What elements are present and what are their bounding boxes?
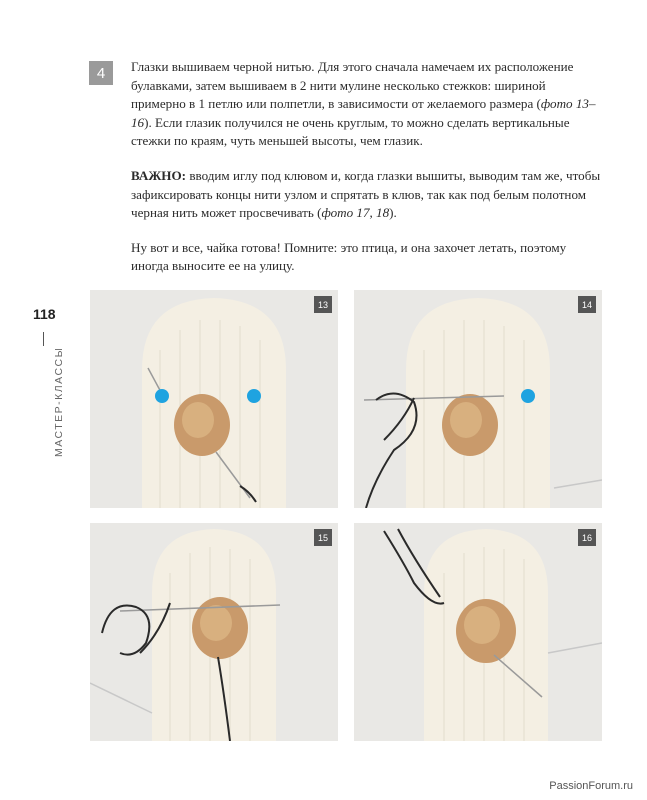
paragraph-final: Ну вот и все, чайка готова! Помните: это птица, и она захочет летать, поэтому иногда выносите ее на улицу.	[131, 239, 567, 274]
photo-13	[90, 290, 338, 508]
photo-reference: фото 13–16	[131, 96, 596, 130]
photo-14-image	[354, 290, 602, 508]
photo-16-image	[354, 523, 602, 741]
photo-number: 13	[314, 296, 332, 313]
photo-14	[354, 290, 602, 508]
divider	[43, 332, 44, 346]
paragraph-eyes: Глазки вышиваем черной нитью. Для этого сначала намечаем их расположение булавками, затем вышиваем в 2 нити мулине несколько стежков: шириной примерно в 1 петлю или полпетли, в зависимости от желаемого размера (фото 13–16). Если глазик получился не очень круглым, то можно сделать вертикальные стежки по краям, чуть меньшей высоты, чем глазик.	[131, 59, 596, 149]
section-label: МАСТЕР-КЛАССЫ	[53, 346, 65, 457]
photo-number: 14	[578, 296, 596, 313]
instruction-text	[131, 58, 601, 292]
photo-16	[354, 523, 602, 741]
photo-15-image	[90, 523, 338, 741]
paragraph-important: ВАЖНО: вводим иглу под клювом и, когда глазки вышиты, выводим там же, чтобы зафиксировать концы нити узлом и спрятать в клюв, так как под белым полотном черная нить может просвечивать (фото 17, 18).	[131, 167, 601, 221]
photo-number: 16	[578, 529, 596, 546]
watermark: PassionForum.ru	[549, 780, 633, 792]
photo-13-image	[90, 290, 338, 508]
important-label: ВАЖНО:	[131, 167, 187, 183]
photo-reference: фото 17, 18	[321, 205, 390, 221]
page-number: 118	[33, 306, 56, 322]
step-number-badge: 4	[89, 61, 113, 85]
photo-number: 15	[314, 529, 332, 546]
photo-15	[90, 523, 338, 741]
